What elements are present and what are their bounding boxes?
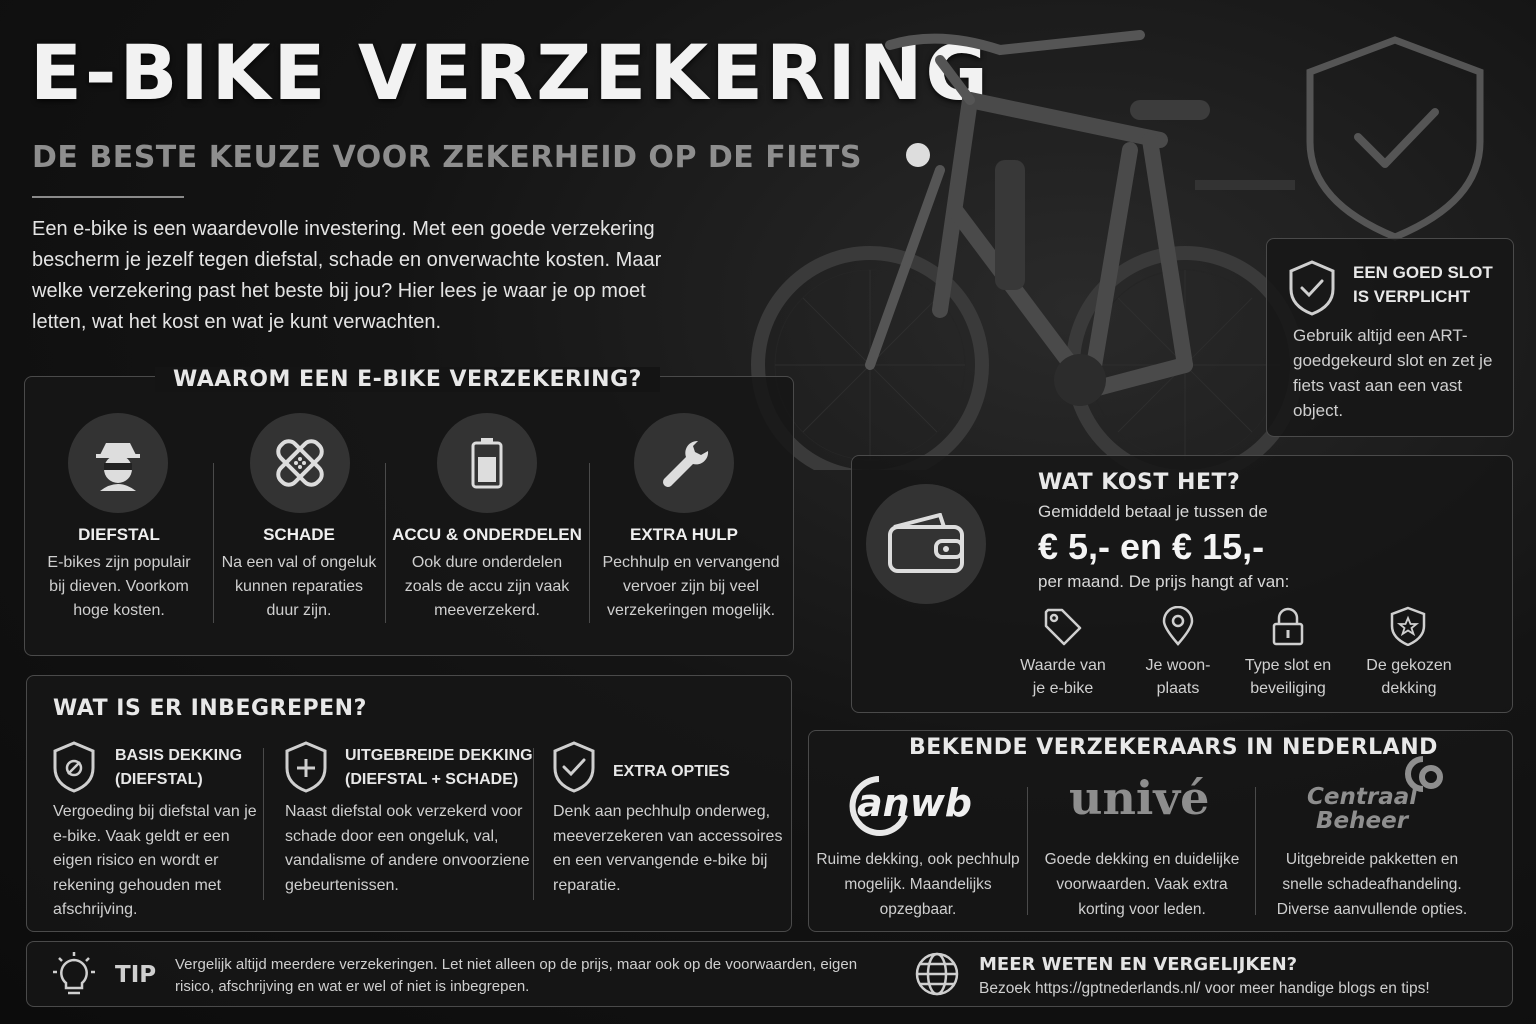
lock-card-title-line2: IS VERPLICHT [1353, 287, 1471, 306]
why-title: WAAROM EEN E-BIKE VERZEKERING? [155, 367, 660, 392]
why-item-damage [250, 413, 350, 513]
wrench-icon [634, 413, 734, 513]
shield-check-icon [551, 740, 597, 794]
why-item-title: EXTRA HULP [630, 525, 738, 544]
why-panel [24, 367, 794, 656]
padlock-icon [1268, 606, 1308, 646]
lock-card-title-line1: EEN GOED SLOT [1353, 263, 1493, 282]
insurer-text: Ruime dekking, ook pechhulp mogelijk. Maandelijks opzegbaar. [816, 851, 1020, 918]
why-item-help [634, 413, 734, 513]
cost-factor [1122, 654, 1234, 700]
included-panel [26, 675, 792, 932]
included-item-text: Denk aan pechhulp onderweg, meeverzekeren van accessoires en een vervangende e-bike bij reparatie. [553, 803, 783, 894]
lock-advice-card [1266, 238, 1514, 437]
insurers-divider [1255, 787, 1256, 915]
included-title: WAT IS ER INBEGREPEN? [53, 696, 367, 721]
anwb-logo-text: anwb [857, 781, 973, 825]
lock-card-title [1353, 261, 1493, 309]
why-item-text: Ook dure onderdelen zoals de accu zijn vaak meeverzekerd. [404, 554, 570, 619]
anwb-logo [849, 775, 979, 837]
cost-factor-line: plaats [1156, 680, 1200, 697]
centraal-beheer-logo-line: Beheer [1316, 808, 1409, 834]
tip-label: TIP [115, 962, 157, 988]
insurer-text: Goede dekking en duidelijke voorwaarden. Vaak extra korting voor leden. [1044, 851, 1240, 918]
centraal-beheer-mark-icon [1403, 755, 1447, 793]
cost-factor-line: Je woon- [1145, 657, 1211, 674]
cost-factor [1007, 654, 1119, 700]
why-item-title: DIEFSTAL [78, 525, 160, 544]
cost-factor-line: dekking [1381, 680, 1437, 697]
included-item-title: EXTRA OPTIES [613, 763, 730, 780]
globe-icon [913, 950, 961, 998]
page-subtitle: DE BESTE KEUZE VOOR ZEKERHEID OP DE FIETS [32, 140, 862, 175]
shield-check-icon [1300, 32, 1490, 242]
cost-factor-line: je e-bike [1032, 680, 1094, 697]
insurers-divider [1027, 787, 1028, 915]
shield-check-icon [1287, 259, 1337, 317]
more-info-title: MEER WETEN EN VERGELIJKEN? [979, 954, 1298, 975]
insurer-text: Uitgebreide pakketten en snelle schadeafhandeling. Diverse aanvullende opties. [1276, 851, 1468, 918]
tip-text: Vergelijk altijd meerdere verzekeringen. Let niet alleen op de prijs, maar ook op de voorwaarden, eigen risico, afschrijving en wat er wel of niet is inbegrepen. [175, 956, 858, 995]
cost-factor [1230, 654, 1346, 700]
cost-after: per maand. De prijs hangt af van: [1038, 572, 1290, 591]
cost-price: € 5,- en € 15,- [1038, 526, 1265, 567]
included-item-title-line: UITGEBREIDE DEKKING [345, 747, 533, 764]
cost-title: WAT KOST HET? [1038, 470, 1241, 495]
included-divider [263, 748, 264, 900]
title-divider [32, 196, 184, 198]
page-title: E-BIKE VERZEKERING [30, 28, 991, 117]
battery-icon [437, 413, 537, 513]
why-item-text: Pechhulp en vervangend vervoer zijn bij veel verzekeringen mogelijk. [602, 554, 780, 619]
why-item-text: Na een val of ongeluk kunnen reparaties duur zijn. [221, 554, 377, 619]
included-item-text: Vergoeding bij diefstal van je e-bike. Vaak geldt er een eigen risico en wordt er rekening gehouden met afschrijving. [53, 803, 257, 918]
centraal-beheer-logo [1307, 785, 1417, 833]
included-item-title [345, 744, 533, 792]
included-item-text: Naast diefstal ook verzekerd voor schade door een ongeluk, val, vandalisme of andere onvoorziene gebeurtenissen. [285, 803, 530, 894]
cost-factor-line: Waarde van [1020, 657, 1106, 674]
why-item-theft [68, 413, 168, 513]
included-item-title-line: BASIS DEKKING [115, 747, 243, 764]
thief-icon [68, 413, 168, 513]
cost-factor [1352, 654, 1466, 700]
cost-factor-line: beveiliging [1250, 680, 1326, 697]
unive-logo: univé [1069, 771, 1210, 825]
insurers-title: BEKENDE VERZEKERAARS IN NEDERLAND [909, 735, 1438, 760]
insurers-panel [808, 730, 1513, 932]
cost-factor-line: De gekozen [1366, 657, 1452, 674]
why-item-title: SCHADE [263, 525, 335, 544]
bandage-icon [250, 413, 350, 513]
centraal-beheer-logo-line: Centraal [1307, 784, 1418, 810]
included-divider [533, 748, 534, 900]
intro-text: Een e-bike is een waardevolle investering. Met een goede verzekering bescherm je jezelf tegen diefstal, schade en onverwachte kosten. Maar welke verzekering past het beste bij jou? Hier lees je waar je op moet letten, wat het kost en wat je kunt verwachten. [32, 218, 662, 333]
why-item-text: E-bikes zijn populair bij dieven. Voorkom hoge kosten. [47, 554, 191, 619]
included-item-title-line: (DIEFSTAL + SCHADE) [345, 771, 519, 788]
why-item-title: ACCU & ONDERDELEN [392, 525, 582, 544]
shield-plus-icon [283, 740, 329, 794]
lock-card-text: Gebruik altijd een ART-goedgekeurd slot en zet je fiets vast aan een vast object. [1293, 326, 1493, 420]
tag-icon [1042, 606, 1082, 646]
more-info-text[interactable]: Bezoek https://gptnederlands.nl/ voor meer handige blogs en tips! [979, 980, 1430, 997]
cost-lead: Gemiddeld betaal je tussen de [1038, 502, 1268, 521]
wallet-icon [866, 484, 986, 604]
shield-star-icon [1388, 606, 1428, 646]
included-item-title [115, 744, 242, 792]
cost-panel [851, 455, 1513, 713]
why-item-battery [437, 413, 537, 513]
shield-basic-icon [51, 740, 97, 794]
footer-bar [26, 941, 1513, 1007]
included-item-title-line: (DIEFSTAL) [115, 771, 203, 788]
location-pin-icon [1158, 606, 1198, 646]
cost-factor-line: Type slot en [1244, 657, 1332, 674]
ebike-illustration [740, 20, 1300, 470]
lightbulb-icon [49, 952, 99, 1000]
